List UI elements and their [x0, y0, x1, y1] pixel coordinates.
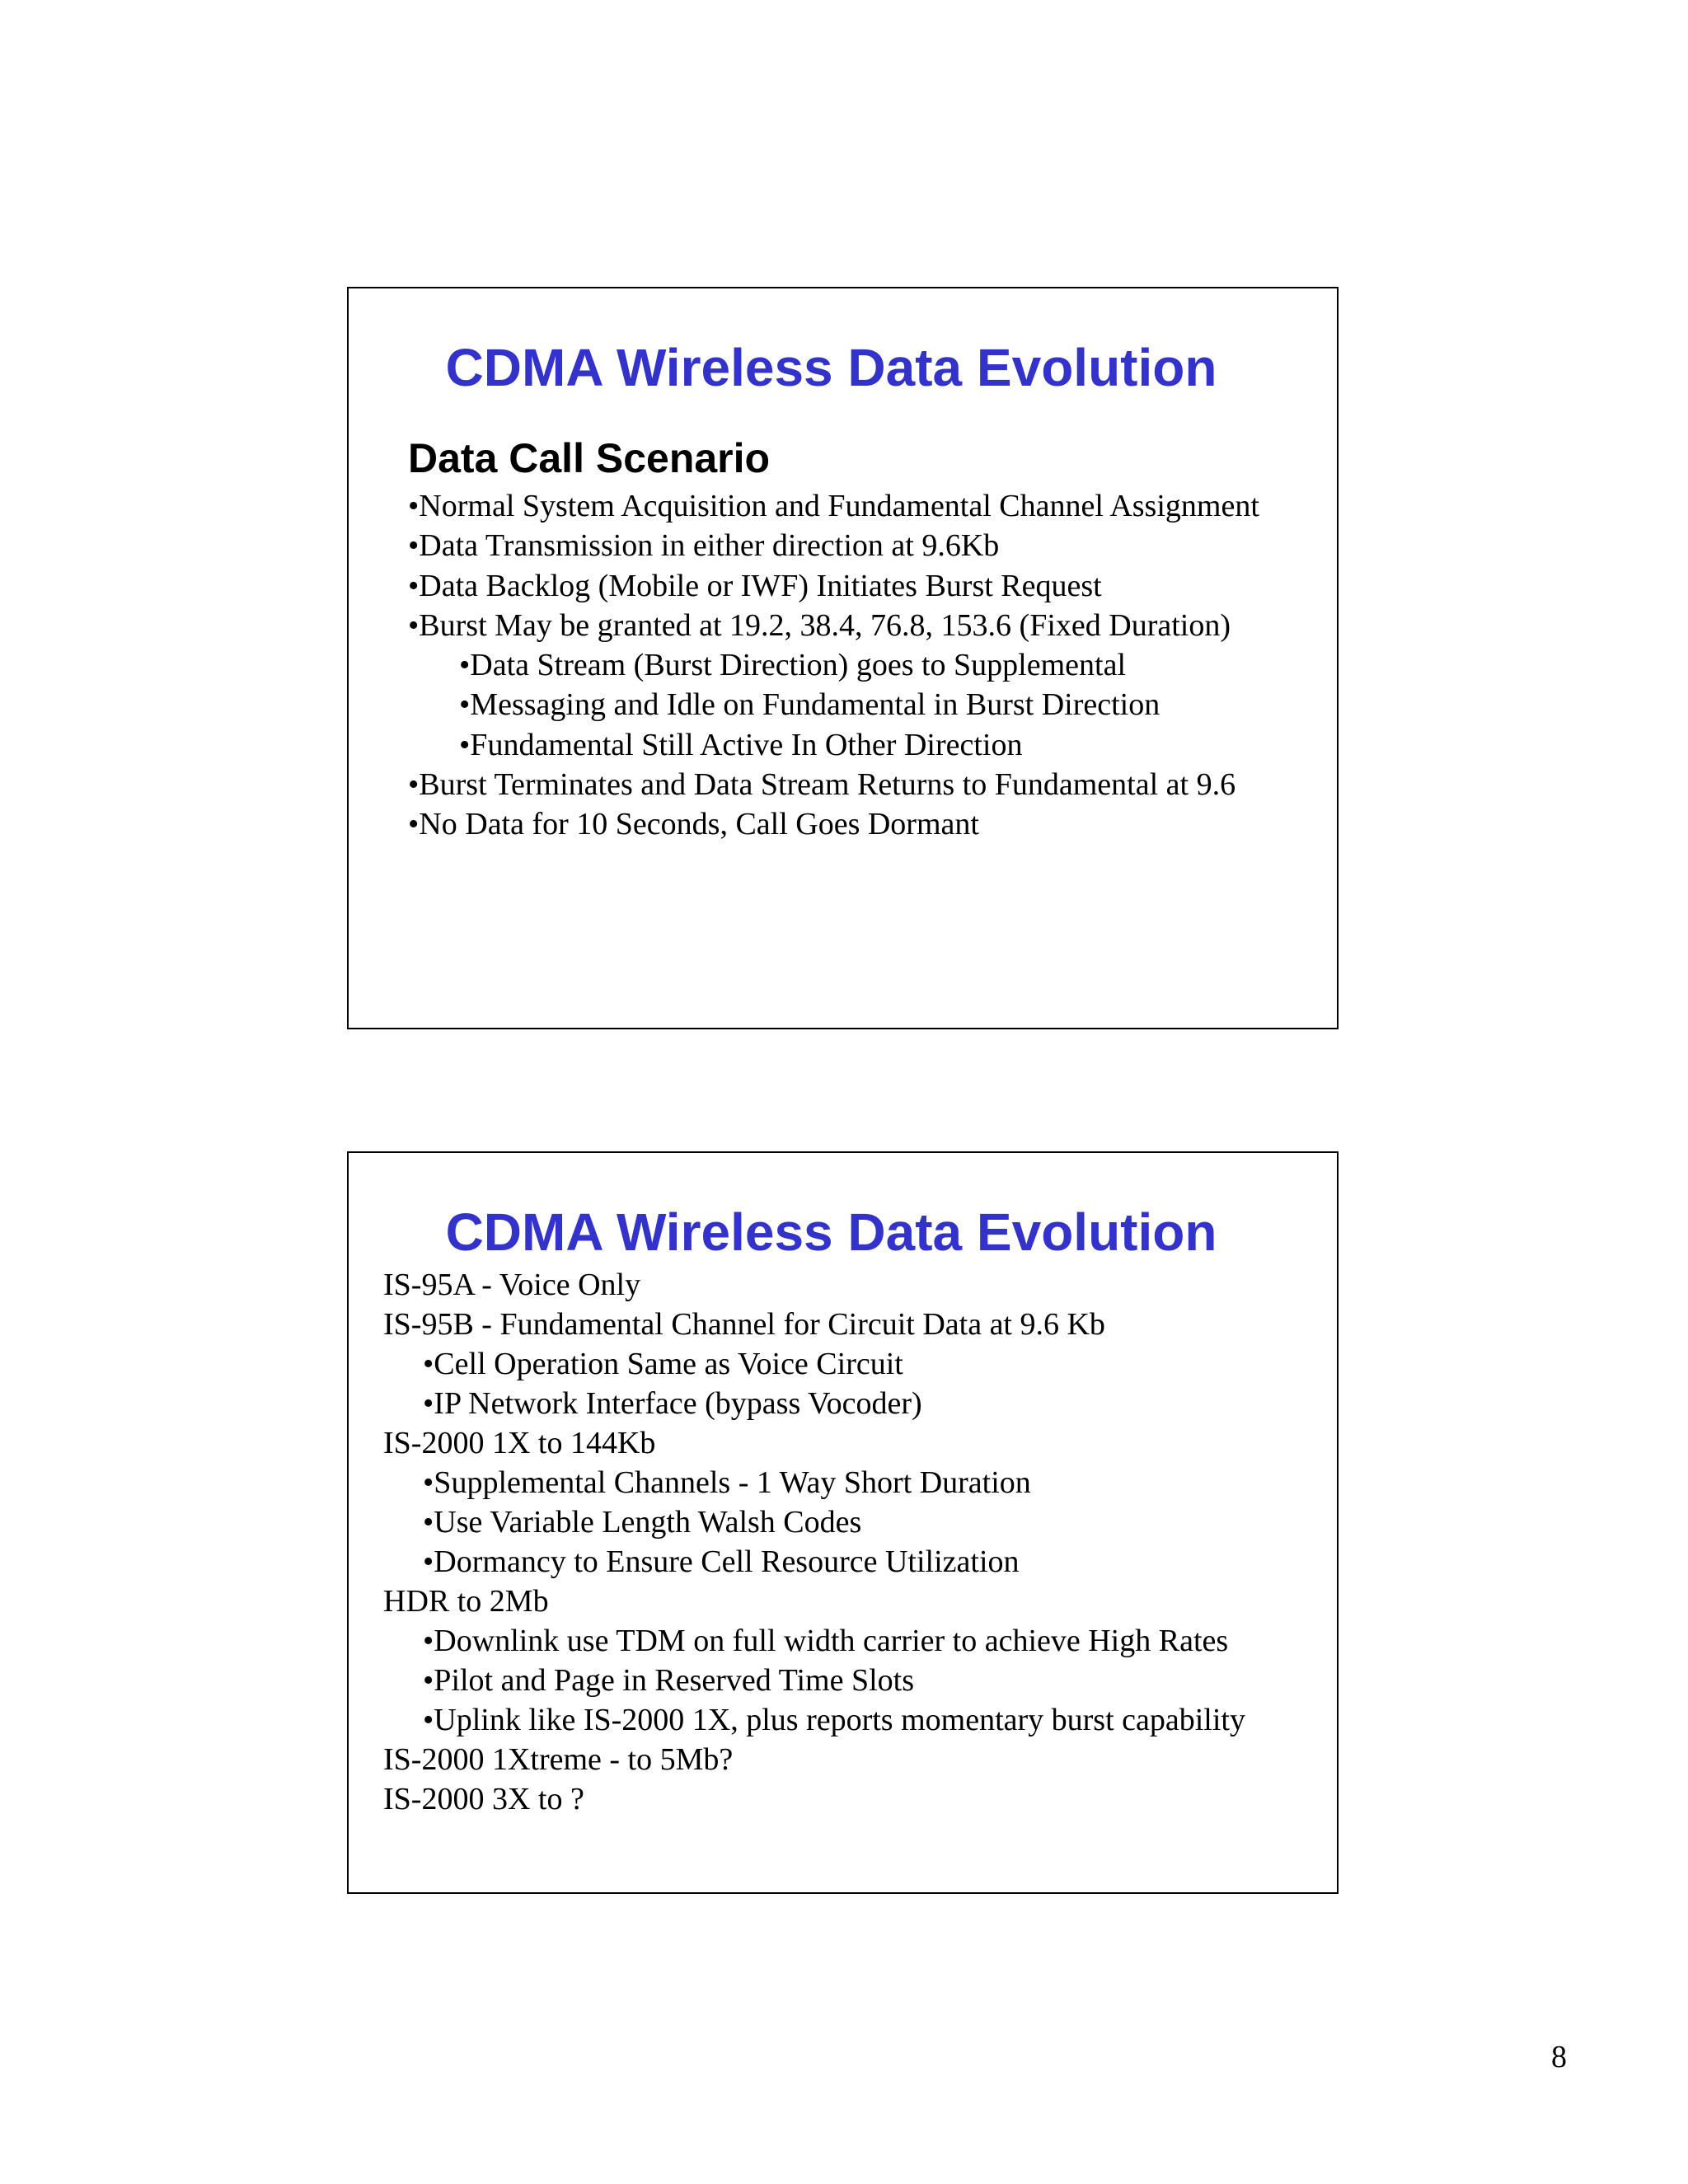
bullet-item: •Burst Terminates and Data Stream Returns to Fundamental at 9.6: [408, 767, 1236, 803]
list-item: IS-2000 1X to 144Kb: [383, 1426, 656, 1460]
list-item: IS-95A - Voice Only: [383, 1268, 641, 1302]
bullet-item: •No Data for 10 Seconds, Call Goes Dormant: [408, 807, 979, 842]
sub-bullet-item: •IP Network Interface (bypass Vocoder): [423, 1386, 922, 1421]
list-item: IS-95B - Fundamental Channel for Circuit Data at 9.6 Kb: [383, 1307, 1105, 1342]
slide-1: [347, 287, 1339, 1029]
slide-1-bullet-list: [408, 486, 1259, 845]
bullet-item: •Data Backlog (Mobile or IWF) Initiates Burst Request: [408, 568, 1102, 603]
list-item: IS-2000 3X to ?: [383, 1782, 584, 1816]
slide-1-subheading: Data Call Scenario: [408, 435, 771, 481]
bullet-item: •Normal System Acquisition and Fundamental Channel Assignment: [408, 489, 1259, 523]
sub-bullet-item: •Dormancy to Ensure Cell Resource Utilization: [423, 1544, 1020, 1579]
slide-1-title: CDMA Wireless Data Evolution: [445, 338, 1217, 397]
sub-bullet-item: •Uplink like IS-2000 1X, plus reports momentary burst capability: [423, 1703, 1245, 1737]
sub-bullet-item: •Downlink use TDM on full width carrier to achieve High Rates: [423, 1624, 1229, 1658]
bullet-item: •Burst May be granted at 19.2, 38.4, 76.8, 153.6 (Fixed Duration): [408, 607, 1231, 643]
list-item: IS-2000 1Xtreme - to 5Mb?: [383, 1742, 734, 1777]
slide-2-title: CDMA Wireless Data Evolution: [445, 1202, 1217, 1262]
list-item: HDR to 2Mb: [383, 1584, 549, 1619]
sub-bullet-item: •Cell Operation Same as Voice Circuit: [423, 1347, 903, 1381]
bullet-item: •Data Transmission in either direction at 9.6Kb: [408, 528, 1000, 564]
sub-bullet-item: •Data Stream (Burst Direction) goes to Supplemental: [459, 648, 1127, 683]
sub-bullet-item: •Pilot and Page in Reserved Time Slots: [423, 1663, 914, 1698]
sub-bullet-item: •Supplemental Channels - 1 Way Short Duration: [423, 1465, 1031, 1500]
sub-bullet-item: •Fundamental Still Active In Other Direction: [459, 727, 1023, 762]
slide-2: [347, 1151, 1339, 1894]
sub-bullet-item: •Messaging and Idle on Fundamental in Burst Direction: [459, 687, 1160, 723]
slide-2-bullet-list: [383, 1265, 1245, 1819]
sub-bullet-item: •Use Variable Length Walsh Codes: [423, 1505, 862, 1540]
page-number: 8: [1551, 2040, 1567, 2074]
